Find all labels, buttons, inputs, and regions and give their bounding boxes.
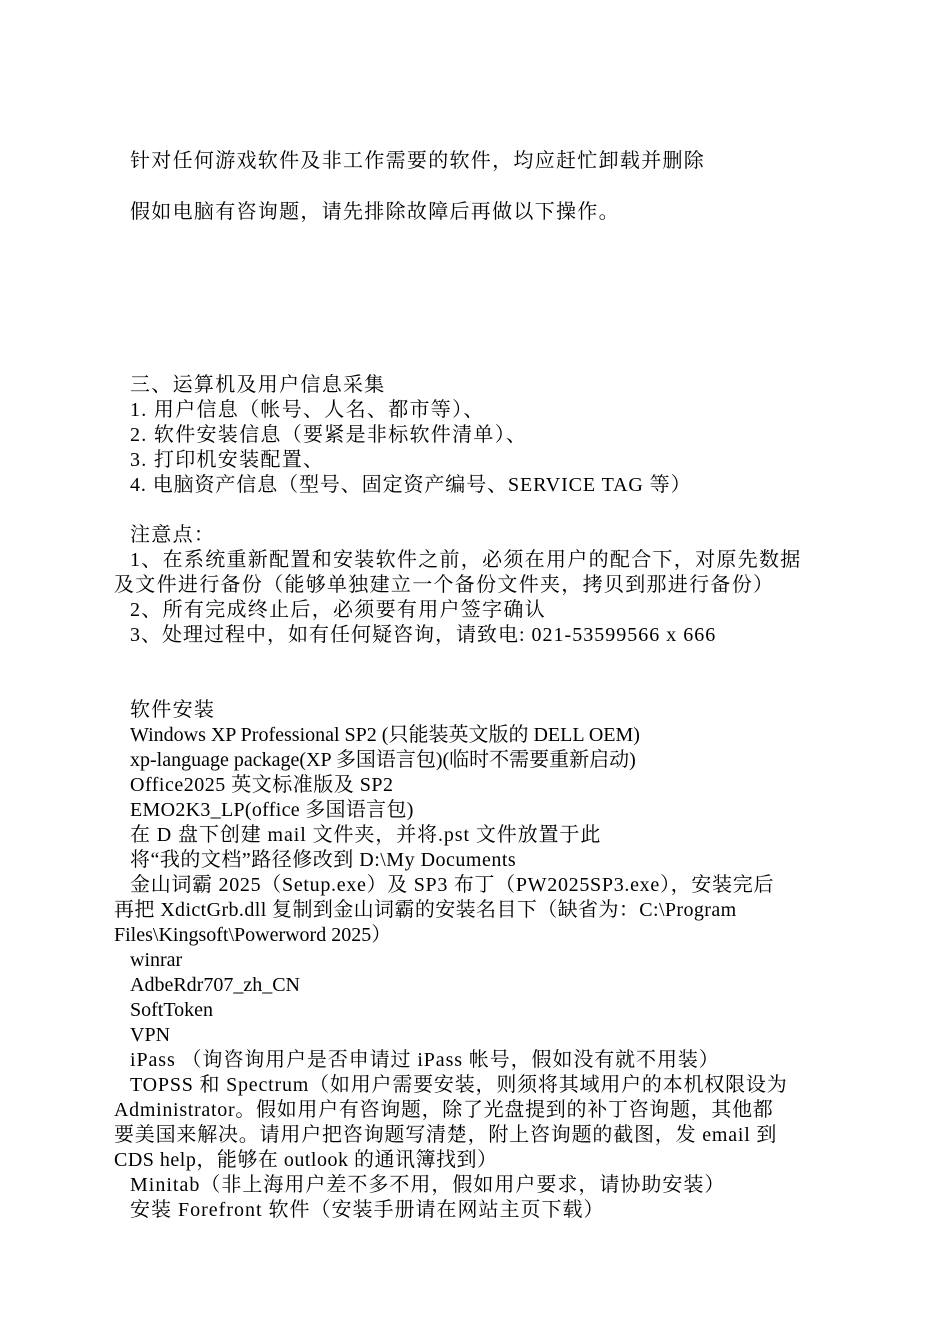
software-item-continued: Administrator。假如用户有咨询题，除了光盘提到的补丁咨询题，其他都 [114, 1099, 774, 1121]
software-item-continued: 再把 XdictGrb.dll 复制到金山词霸的安装名目下（缺省为：C:\Program [114, 899, 737, 921]
list-item: 3. 打印机安装配置、 [130, 449, 325, 471]
paragraph-line: 针对任何游戏软件及非工作需要的软件，均应赶忙卸载并删除 [130, 150, 706, 172]
software-item-continued: Files\Kingsoft\Powerword 2025） [114, 924, 392, 946]
section-heading: 三、运算机及用户信息采集 [130, 374, 386, 396]
software-item: 在 D 盘下创建 mail 文件夹，并将.pst 文件放置于此 [130, 824, 602, 846]
software-item: Office2025 英文标准版及 SP2 [130, 774, 394, 796]
list-item: 4. 电脑资产信息（型号、固定资产编号、SERVICE TAG 等） [130, 474, 692, 496]
paragraph-line: 假如电脑有咨询题，请先排除故障后再做以下操作。 [130, 201, 620, 223]
software-item: Minitab（非上海用户差不多不用，假如用户要求，请协助安装） [130, 1174, 726, 1196]
software-item: winrar [130, 949, 183, 971]
software-item: TOPSS 和 Spectrum（如用户需要安装，则须将其域用户的本机权限设为 [130, 1074, 788, 1096]
note-item-continued: 及文件进行备份（能够单独建立一个备份文件夹，拷贝到那进行备份） [114, 574, 775, 596]
software-item: 金山词霸 2025（Setup.exe）及 SP3 布丁（PW2025SP3.exe），安装完后 [130, 874, 775, 896]
note-item: 1、在系统重新配置和安装软件之前，必须在用户的配合下，对原先数据 [130, 549, 802, 571]
software-item: EMO2K3_LP(office 多国语言包) [130, 799, 414, 821]
software-item: SoftToken [130, 999, 214, 1021]
software-item: 将“我的文档”路径修改到 D:\My Documents [130, 849, 517, 871]
notes-heading: 注意点： [130, 524, 216, 546]
list-item: 1. 用户信息（帐号、人名、都市等）、 [130, 399, 485, 421]
software-item: iPass （询咨询用户是否申请过 iPass 帐号，假如没有就不用装） [130, 1049, 720, 1071]
note-item: 2、所有完成终止后，必须要有用户签字确认 [130, 599, 546, 621]
software-item: AdbeRdr707_zh_CN [130, 974, 300, 996]
software-item-continued: CDS help，能够在 outlook 的通讯簿找到） [114, 1149, 498, 1171]
section-heading: 软件安装 [130, 699, 216, 721]
software-item: VPN [130, 1024, 171, 1046]
software-item-continued: 要美国来解决。请用户把咨询题写清楚，附上咨询题的截图，发 email 到 [114, 1124, 778, 1146]
software-item: xp-language package(XP 多国语言包)(临时不需要重新启动) [130, 749, 636, 771]
list-item: 2. 软件安装信息（要紧是非标软件清单）、 [130, 424, 528, 446]
software-item: Windows XP Professional SP2 (只能装英文版的 DELL OEM) [130, 724, 640, 746]
software-item: 安装 Forefront 软件（安装手册请在网站主页下载） [130, 1199, 605, 1221]
note-item: 3、处理过程中，如有任何疑咨询，请致电: 021-53599566 x 666 [130, 624, 717, 646]
